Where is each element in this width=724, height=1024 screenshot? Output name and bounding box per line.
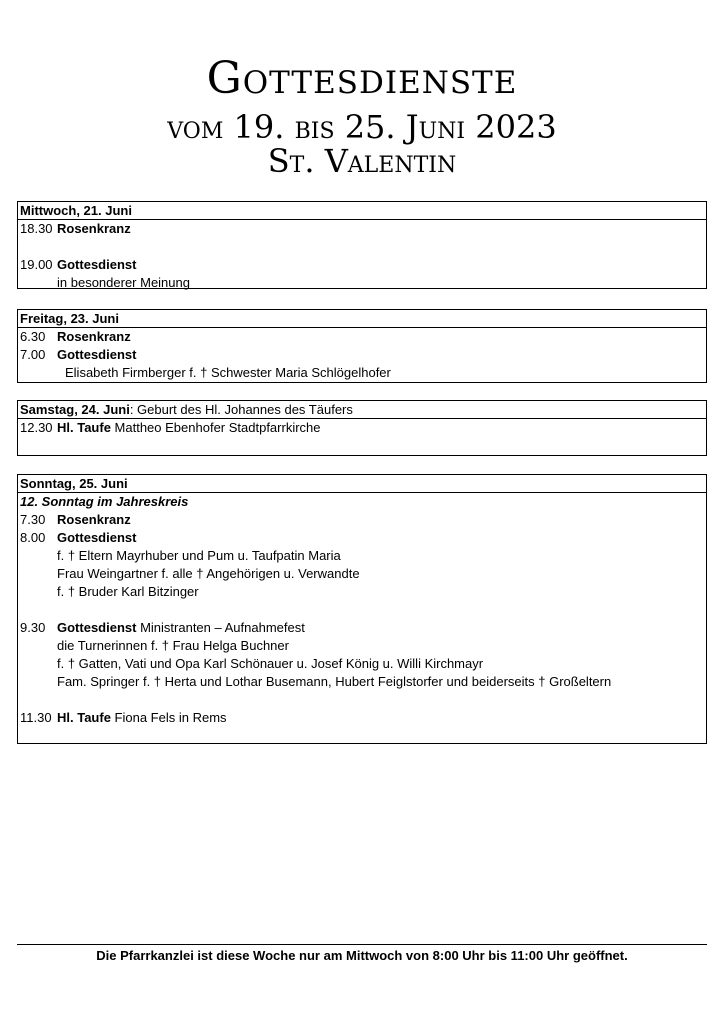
- schedule-line: 12.30 Hl. Taufe Mattheo Ebenhofer Stadtpfarrkirche: [20, 420, 321, 435]
- schedule-line: 7.30 Rosenkranz: [20, 512, 131, 527]
- schedule-block-saturday: [17, 400, 707, 456]
- date-range: vom 19. bis 25. Juni 2023: [167, 108, 557, 146]
- intention-line: f. † Bruder Karl Bitzinger: [57, 584, 199, 599]
- schedule-line: 7.00 Gottesdienst: [20, 347, 137, 362]
- day-heading: Mittwoch, 21. Juni: [18, 202, 706, 220]
- schedule-line: 19.00 Gottesdienst: [20, 257, 137, 272]
- liturgical-subtitle: 12. Sonntag im Jahreskreis: [20, 494, 189, 509]
- schedule-block-friday: [17, 309, 707, 383]
- office-hours-notice: Die Pfarrkanzlei ist diese Woche nur am Mittwoch von 8:00 Uhr bis 11:00 Uhr geöffnet.: [96, 948, 628, 963]
- schedule-block-wednesday: [17, 201, 707, 289]
- intention-line: f. † Gatten, Vati und Opa Karl Schönauer u. Josef König u. Willi Kirchmayr: [57, 656, 484, 671]
- intention-line: Elisabeth Firmberger f. † Schwester Maria Schlögelhofer: [65, 365, 391, 380]
- footer-divider: [17, 944, 707, 945]
- day-heading: Samstag, 24. Juni: Geburt des Hl. Johannes des Täufers: [18, 401, 706, 419]
- schedule-line: 9.30 Gottesdienst Ministranten – Aufnahmefest: [20, 620, 305, 635]
- schedule-line: 6.30 Rosenkranz: [20, 329, 131, 344]
- day-heading: Sonntag, 25. Juni: [18, 475, 706, 493]
- intention-line: Frau Weingartner f. alle † Angehörigen u. Verwandte: [57, 566, 360, 581]
- parish-name: St. Valentin: [267, 142, 457, 180]
- schedule-block-sunday: [17, 474, 707, 744]
- schedule-line: 11.30 Hl. Taufe Fiona Fels in Rems: [20, 710, 227, 725]
- intention-line: die Turnerinnen f. † Frau Helga Buchner: [57, 638, 289, 653]
- intention-line: in besonderer Meinung: [57, 275, 190, 290]
- page-title: Gottesdienste: [206, 53, 518, 104]
- day-heading: Freitag, 23. Juni: [18, 310, 706, 328]
- intention-line: Fam. Springer f. † Herta und Lothar Busemann, Hubert Feiglstorfer und beiderseits † Großeltern: [57, 674, 612, 689]
- intention-line: f. † Eltern Mayrhuber und Pum u. Taufpatin Maria: [57, 548, 341, 563]
- schedule-line: 8.00 Gottesdienst: [20, 530, 137, 545]
- schedule-line: 18.30 Rosenkranz: [20, 221, 131, 236]
